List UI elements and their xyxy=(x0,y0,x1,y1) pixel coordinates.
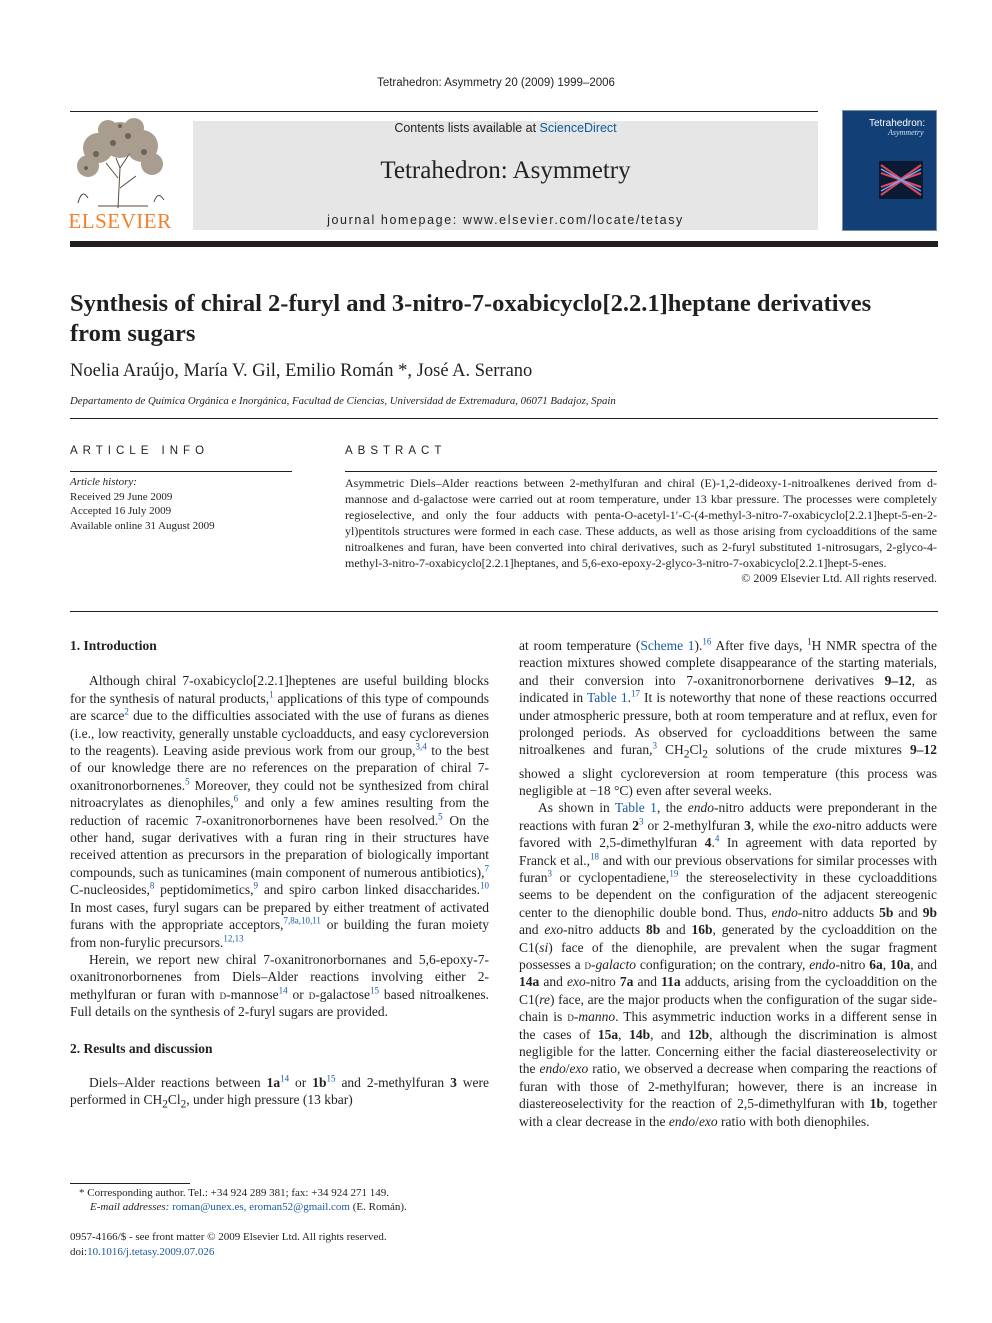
abstract-body xyxy=(345,476,937,587)
results-paragraph-2: As shown in Table 1, the endo-nitro adducts were preponderant in the reactions with furan $2^3$ or 2-methylfuran 3, while the exo-nitro adducts were favored with 2,5-dimethylfuran 4.$^4$ In agreement with data reported by Franck et al.,$^{18}$ and with our previous observations for similar processes with furan$^3$ or cyclopentadiene,$^{19}$ the stereoselectivity in these cycloadditions seems to be dependent on the configuration of the adjacent stereogenic center to the dienophilic double bond. Thus, endo-nitro adducts 5b and 9b and exo-nitro adducts 8b and 16b, generated by the cycloaddition on the C1(si) face of the dienophile, are prevalent when the sugar fragment possesses a d-galacto configuration; on the contrary, endo-nitro 6a, 10a, and 14a and exo-nitro 7a and 11a adducts, arising from the cycloaddition on the C1(re) face, are the major products when the configuration of the sugar side-chain is d-manno. This asymmetric induction works in a different sense in the cases of 15a, 14b, and 12b, although the discrimination is almost negligible for the latter. Concerning either the facial diastereoselectivity or the endo/exo ratio, we observed a decrease when comparing the reactions of furan with those of 2-methylfuran; however, there is an increase in diastereoselectivity for the reaction of 2,5-dimethylfuran with 1b, together with a clear decrease in the endo/exo ratio with both dienophiles. xyxy=(519,800,938,1129)
contents-line xyxy=(193,121,818,135)
intro-paragraph-2: Herein, we report new chiral 7-oxanitronorbornanes and 5,6-epoxy-7-oxanitronorbornenes from Diels–Alder reactions involving either 2-methylfuran or furan with d-mannose$^{14}$ or d-galactose$^{15}$ based nitroalkenes. Full details on the synthesis of 2-furyl sugars are provided. xyxy=(70,951,489,1020)
sciencedirect-link[interactable]: ScienceDirect xyxy=(539,121,617,135)
footnote xyxy=(70,1186,407,1214)
abstract-rule xyxy=(345,471,937,472)
author-list: Noelia Araújo, María V. Gil, Emilio Román *, José A. Serrano xyxy=(70,361,533,381)
accepted-date: Accepted 16 July 2009 xyxy=(70,505,172,518)
history-label: Article history: xyxy=(70,476,137,488)
divider xyxy=(70,418,938,419)
issn-line: 0957-4166/$ - see front matter © 2009 Elsevier Ltd. All rights reserved. xyxy=(70,1231,387,1243)
intro-paragraph-1: Although chiral 7-oxabicyclo[2.2.1]heptenes are useful building blocks for the synthesis of natural products,$^1$ applications of this type of compounds are scarce$^2$ due to the difficulties associated with the use of furans as dienes (i.e., low reactivity, generally unstable cycloadducts, and easy cycloreversion to the reagents). Leaving aside previous work from our group,$^{3,4}$ to the best of our knowledge there are no references on the preparation of chiral 7-oxanitronorbornenes.$^5$ Moreover, they could not be synthesized from chiral nitroacrylates as dienophiles,$^6$ and only a few amines resulting from the reduction of racemic 7-oxanitronorbornenes have been resolved.$^5$ On the other hand, sugar derivatives with a furan ring in their structures have received attention as precursors in the preparation of biologically important compounds, such as tunicamines (main component of numerous antibiotics),$^7$ C-nucleosides,$^8$ peptidomimetics,$^9$ and spiro carbon linked disaccharides.$^{10}$ In most cases, furyl sugars can be prepared by either treatment of activated furans with the appropriate acceptors,$^{7,8a,10,11}$ or building the furan moiety from non-furylic precursors.$^{12,13}$ xyxy=(70,673,489,950)
journal-homepage[interactable]: journal homepage: www.elsevier.com/locate/tetasy xyxy=(327,213,684,227)
journal-title: Tetrahedron: Asymmetry xyxy=(380,157,631,184)
abstract-copyright: © 2009 Elsevier Ltd. All rights reserved. xyxy=(741,571,937,586)
left-column xyxy=(70,637,489,1114)
abstract-text: Asymmetric Diels–Alder reactions between 2-methylfuran and chiral (E)-1,2-dideoxy-1-nitroalkenes derived from d-mannose and d-galactose were carried out at room temperature, under 13 kbar pressure. The processes were completely regioselective, and only the four adducts with penta-O-acetyl-1′-C-(4-methyl-3-nitro-7-oxabicyclo[2.2.1]hept-5-en-2-yl)pentitols structures were formed in each case. These adducts, as well as those arising from cycloadditions of the same nitroalkenes and furan, have been converted into chiral derivatives, such as 2-furyl substituted 1-nitrosugars, 2-glyco-4-methyl-3-nitro-7-oxabicyclo[2.2.1]heptanes, and 5,6-exo-epoxy-2-glyco-3-nitro-7-oxabicyclo[2.2.1]hept-5-enes. xyxy=(345,476,937,570)
corresponding-author: * Corresponding author. Tel.: +34 924 289 381; fax: +34 924 271 149. xyxy=(79,1187,389,1199)
doi-line xyxy=(70,1245,387,1260)
article-info-rule xyxy=(70,471,292,472)
journal-banner xyxy=(193,121,818,230)
header-thick-rule xyxy=(70,241,938,247)
table-1-link-2[interactable]: Table 1 xyxy=(614,800,657,816)
online-date: Available online 31 August 2009 xyxy=(70,519,215,532)
contents-prefix: Contents lists available at xyxy=(394,121,540,135)
results-paragraph-1-cont: at room temperature (Scheme 1).$^{16}$ After five days, $^1$H NMR spectra of the reaction mixtures showed complete disappearance of the starting materials, and their conversion into 7-oxanitronorbornene derivatives 9–12, as indicated in Table 1.17 It is noteworthy that none of these reactions occurred under atmospheric pressure, both at room temperature and at reflux, even for prolonged periods. As observed for cycloadditions between the same nitroalkenes and furan,$^3$ $CH_2Cl_2$ solutions of the crude mixtures 9–12 showed a slight cycloreversion at room temperature (this process was negligible at −18 °C) even after several weeks. xyxy=(519,636,938,798)
results-paragraph-1: Diels–Alder reactions between $1a^{14}$ or $1b^{15}$ and 2-methylfuran 3 were performed in $CH_2Cl_2$, under high pressure (13 kbar) xyxy=(70,1073,490,1112)
table-1-link[interactable]: Table 1 xyxy=(586,690,628,706)
elsevier-logo[interactable] xyxy=(68,118,172,234)
front-matter xyxy=(70,1230,387,1259)
email-links[interactable]: roman@unex.es, eroman52@gmail.com xyxy=(172,1201,350,1213)
cover-subtitle: Asymmetry xyxy=(888,128,924,137)
email-line xyxy=(70,1200,407,1214)
email-label: E-mail addresses: xyxy=(90,1201,170,1213)
affiliation: Departamento de Química Orgánica e Inorgánica, Facultad de Ciencias, Universidad de Extremadura, 06071 Badajoz, Spain xyxy=(70,395,616,407)
intro-heading: 1. Introduction xyxy=(70,638,157,653)
header-rule xyxy=(70,111,818,112)
doi-label: doi: xyxy=(70,1245,88,1258)
right-column xyxy=(519,637,937,1130)
article-history xyxy=(70,475,215,533)
results-heading: 2. Results and discussion xyxy=(70,1040,213,1056)
abstract-bottom-rule xyxy=(70,611,938,612)
doi-link[interactable]: 10.1016/j.tetasy.2009.07.026 xyxy=(87,1245,215,1258)
journal-cover[interactable] xyxy=(842,110,937,231)
received-date: Received 29 June 2009 xyxy=(70,490,173,503)
cover-title: Tetrahedron: xyxy=(869,118,926,129)
tree-icon xyxy=(68,118,172,210)
abstract-heading: ABSTRACT xyxy=(345,445,447,457)
article-info-heading: ARTICLE INFO xyxy=(70,445,210,457)
cover-graphic-icon xyxy=(879,161,923,199)
publisher-wordmark: ELSEVIER xyxy=(68,209,172,233)
email-suffix: (E. Román). xyxy=(352,1201,407,1213)
article-title: Synthesis of chiral 2-furyl and 3-nitro-7-oxabicyclo[2.2.1]heptane derivatives from sugars xyxy=(70,290,872,347)
scheme-1-link[interactable]: Scheme 1 xyxy=(640,638,695,653)
journal-citation: Tetrahedron: Asymmetry 20 (2009) 1999–2006 xyxy=(377,77,615,89)
footnote-rule xyxy=(70,1183,190,1184)
